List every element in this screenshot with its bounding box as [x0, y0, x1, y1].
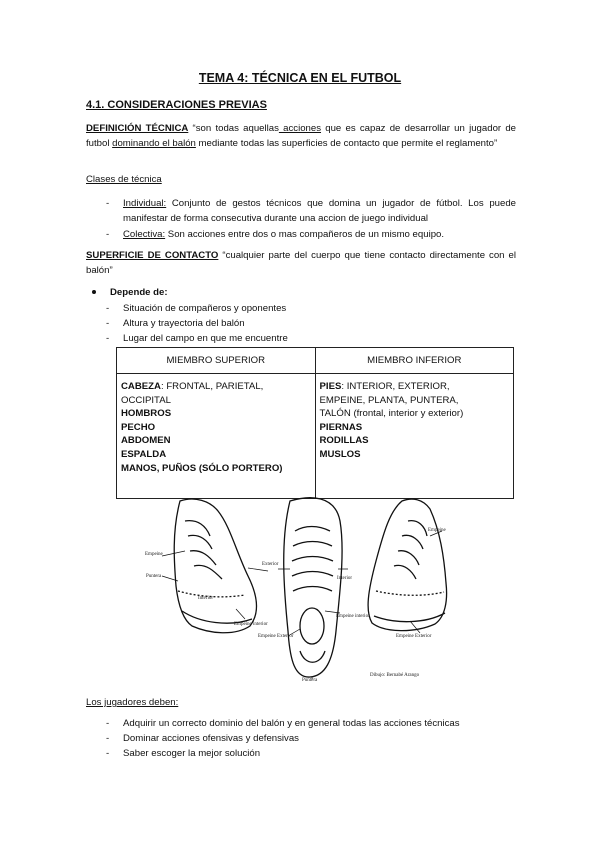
- dash-bullet: -: [106, 198, 110, 209]
- table-line: TALÓN (frontal, interior y exterior): [319, 408, 464, 420]
- figure-label: Empeine: [428, 528, 446, 533]
- jugadores-item: - Dominar acciones ofensivas y defensivas: [106, 732, 516, 747]
- clases-item-text: Conjunto de gestos técnicos que domina un jugador de fútbol. Los puede manifestar de forma consecutiva durante una accion de juego individual: [123, 198, 516, 224]
- shoe-diagram-svg: [140, 491, 480, 683]
- depende-item: - Situación de compañeros y oponentes: [106, 302, 516, 317]
- clases-heading: Clases de técnica: [86, 174, 162, 185]
- table-line: MUSLOS: [319, 448, 361, 460]
- figure-label: Empeine interior: [336, 614, 370, 619]
- table-line: PECHO: [121, 421, 156, 433]
- depende-item: - Altura y trayectoria del balón: [106, 317, 516, 332]
- figure-label: Empeine: [145, 552, 163, 557]
- table-header-row: [117, 348, 514, 374]
- table-line: RODILLAS: [319, 435, 369, 447]
- dash-bullet: -: [106, 303, 110, 314]
- definition-term: DEFINICIÓN TÉCNICA: [86, 123, 189, 134]
- figure-label: Puntera: [302, 678, 318, 683]
- table-line: HOMBROS: [121, 408, 172, 420]
- table-header-superior: MIEMBRO SUPERIOR: [117, 348, 316, 374]
- depende-bullet: [92, 287, 168, 298]
- superficie-term: SUPERFICIE DE CONTACTO: [86, 250, 219, 261]
- definition-paragraph: [86, 122, 516, 151]
- clases-item-label: Individual:: [123, 198, 167, 209]
- dash-bullet: -: [106, 718, 110, 729]
- definition-underline-balon: dominando el balón: [112, 137, 196, 149]
- dash-bullet: -: [106, 733, 110, 744]
- depende-item: - Lugar del campo en que me encuentre: [106, 332, 516, 347]
- clases-item-text: Son acciones entre dos o mas compañeros de un mismo equipo.: [165, 229, 445, 240]
- table-line: ABDOMEN: [121, 435, 171, 447]
- table-line: EMPEINE, PLANTA, PUNTERA,: [319, 394, 459, 406]
- table-row: [117, 374, 514, 499]
- dash-bullet: -: [106, 333, 110, 344]
- clases-item-individual: [106, 197, 516, 226]
- figure-label: Empeine Exterior: [258, 634, 294, 639]
- contact-surfaces-table: [116, 347, 514, 499]
- dash-bullet: -: [106, 229, 110, 240]
- clases-item-colectiva: [106, 228, 516, 243]
- figure-label: Puntera: [146, 574, 162, 579]
- figure-label: Interior: [337, 576, 352, 581]
- jugadores-item: - Saber escoger la mejor solución: [106, 747, 516, 762]
- figure-label: Empeine Exterior: [396, 634, 432, 639]
- figure-label: Interior: [198, 596, 213, 601]
- figure-credit: Dibujo: Bernabé Arango: [370, 673, 420, 678]
- table-line: PIES: INTERIOR, EXTERIOR,: [319, 381, 450, 392]
- definition-text-c: mediante todas las superficies de contacto que permite el reglamento”: [195, 137, 498, 149]
- definition-underline-acciones: acciones: [278, 123, 322, 134]
- jugadores-item: - Adquirir un correcto dominio del balón y en general todas las acciones técnicas: [106, 717, 516, 732]
- jugadores-heading: Los jugadores deben:: [86, 697, 179, 708]
- table-header-inferior: MIEMBRO INFERIOR: [315, 348, 514, 374]
- table-line: PIERNAS: [319, 421, 363, 433]
- table-line: ESPALDA: [121, 448, 167, 460]
- page-title: TEMA 4: TÉCNICA EN EL FUTBOL: [198, 71, 402, 85]
- superficie-text: “cualquier parte del cuerpo que tiene contacto directamente con el balón”: [86, 250, 516, 276]
- table-cell-inferior: [315, 374, 514, 499]
- bullet-dot: [92, 290, 96, 294]
- superficie-paragraph: [86, 249, 516, 278]
- figure-label: Empeine interior: [234, 622, 268, 627]
- section-heading: 4.1. CONSIDERACIONES PREVIAS: [86, 99, 267, 111]
- dash-bullet: -: [106, 748, 110, 759]
- table-line: CABEZA: FRONTAL, PARIETAL,: [121, 381, 264, 392]
- figure-label: Exterior: [262, 562, 279, 567]
- table-line: MANOS, PUÑOS (SÓLO PORTERO): [121, 462, 283, 474]
- clases-item-label: Colectiva:: [123, 229, 166, 240]
- shoe-diagram: [140, 491, 480, 683]
- definition-text-b: que es capaz de desarrollar un jugador de futbol: [86, 123, 517, 149]
- table-line: OCCIPITAL: [121, 394, 171, 406]
- table-cell-superior: [117, 374, 316, 499]
- dash-bullet: -: [106, 318, 110, 329]
- depende-label: Depende de:: [110, 287, 168, 298]
- definition-text-a: “son todas aquellas: [188, 123, 279, 134]
